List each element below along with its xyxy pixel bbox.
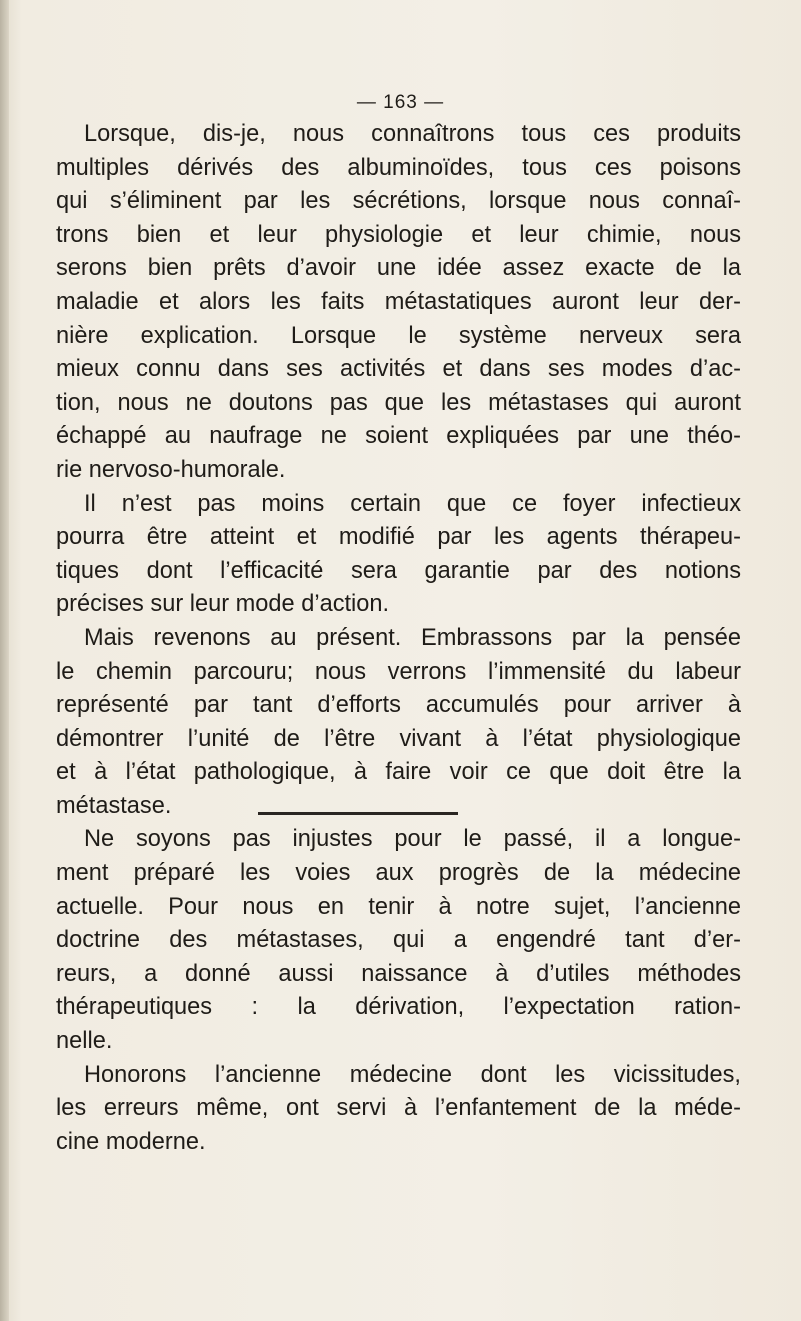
text-line: ment préparé les voies aux progrès de la médecine bbox=[56, 860, 741, 887]
page-number: — 163 — bbox=[356, 92, 445, 113]
text-line: cine moderne. bbox=[56, 1128, 206, 1155]
text-line: tiques dont l’efficacité sera garantie par des notions bbox=[56, 557, 741, 584]
text-line: Il n’est pas moins certain que ce foyer infectieux bbox=[84, 490, 741, 517]
text-line: thérapeutiques : la dérivation, l’expectation ration- bbox=[56, 994, 741, 1021]
text-line: les erreurs même, ont servi à l’enfantement de la méde- bbox=[56, 1095, 741, 1122]
paragraph bbox=[56, 622, 741, 824]
text-line: échappé au naufrage ne soient expliquées par une théo- bbox=[56, 423, 741, 450]
text-line: Mais revenons au présent. Embrassons par la pensée bbox=[84, 624, 741, 651]
paragraph bbox=[56, 488, 741, 622]
text-line: qui s’éliminent par les sécrétions, lorsque nous connaî- bbox=[56, 188, 741, 215]
text-line: métastase. bbox=[56, 792, 172, 819]
text-line: nière explication. Lorsque le système nerveux sera bbox=[56, 322, 741, 349]
text-line: mieux connu dans ses activités et dans ses modes d’ac- bbox=[56, 356, 741, 383]
section-end-rule bbox=[258, 812, 458, 815]
text-line: Honorons l’ancienne médecine dont les vicissitudes, bbox=[84, 1061, 741, 1088]
text-line: et à l’état pathologique, à faire voir ce que doit être la bbox=[56, 759, 741, 786]
text-line: Lorsque, dis-je, nous connaîtrons tous ces produits bbox=[84, 121, 741, 147]
text-line: reurs, a donné aussi naissance à d’utiles méthodes bbox=[56, 960, 741, 987]
paragraph bbox=[56, 118, 741, 488]
page-binding-edge bbox=[0, 0, 9, 1321]
text-line: représenté par tant d’efforts accumulés pour arriver à bbox=[56, 692, 741, 719]
text-line: démontrer l’unité de l’être vivant à l’état physiologique bbox=[56, 725, 741, 752]
text-line: Ne soyons pas injustes pour le passé, il a longue- bbox=[84, 826, 741, 853]
text-line: rie nervoso-humorale. bbox=[56, 456, 286, 483]
text-line: doctrine des métastases, qui a engendré tant d’er- bbox=[56, 927, 741, 954]
text-line: trons bien et leur physiologie et leur chimie, nous bbox=[56, 221, 741, 248]
text-line: pourra être atteint et modifié par les agents thérapeu- bbox=[56, 524, 741, 551]
text-line: maladie et alors les faits métastatiques auront leur der- bbox=[56, 288, 741, 315]
text-line: actuelle. Pour nous en tenir à notre sujet, l’ancienne bbox=[56, 893, 741, 920]
text-line: précises sur leur mode d’action. bbox=[56, 591, 390, 618]
paragraph bbox=[56, 1059, 741, 1160]
text-line: multiples dérivés des albuminoïdes, tous ces poisons bbox=[56, 154, 741, 181]
text-line: tion, nous ne doutons pas que les métastases qui auront bbox=[56, 389, 741, 416]
text-line: le chemin parcouru; nous verrons l’immensité du labeur bbox=[56, 658, 741, 685]
text-line: serons bien prêts d’avoir une idée assez exacte de la bbox=[56, 255, 741, 282]
body-text bbox=[56, 118, 741, 1159]
text-line: nelle. bbox=[56, 1028, 113, 1055]
paragraph bbox=[56, 823, 741, 1058]
